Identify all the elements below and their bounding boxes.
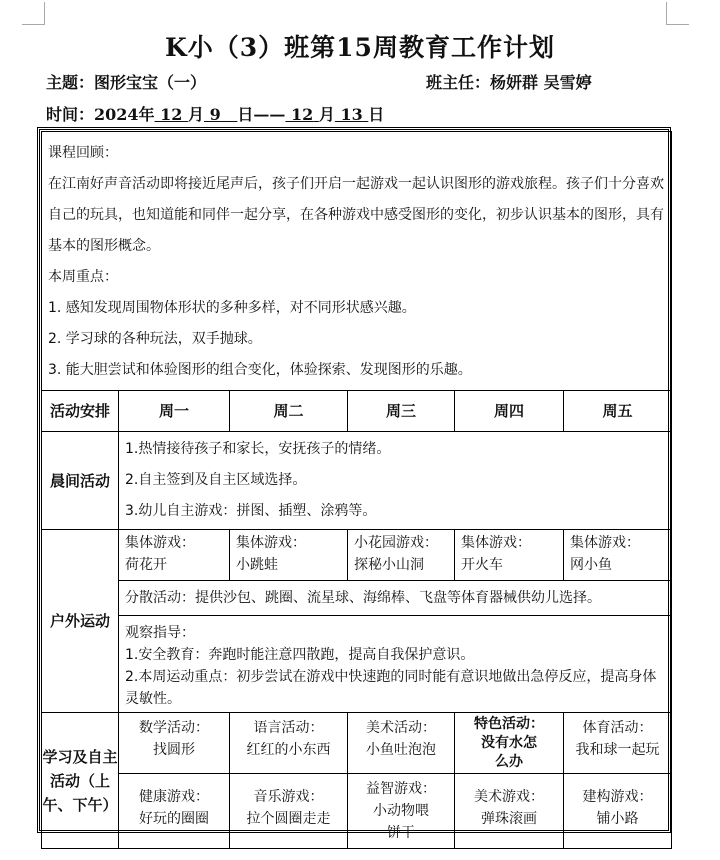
learning-wed: 美术活动： 小鱼吐泡泡 xyxy=(348,713,455,774)
outdoor-game-thu: 集体游戏： 开火车 xyxy=(455,530,564,581)
time-month-unit-2: 月 xyxy=(318,105,335,124)
outdoor-label: 户外运动 xyxy=(42,530,119,713)
review-text: 在江南好声音活动即将接近尾声后，孩子们开启一起游戏一起认识图形的游戏旅程。孩子们十分喜欢自己的玩具，也知道能和同伴一起分享，在各种游戏中感受图形的变化，初步认识基本的图形，具有基本的图形概念。 xyxy=(48,176,664,254)
day-header-thu: 周四 xyxy=(455,391,564,432)
learning-fri: 体育活动： 我和球一起玩 xyxy=(564,713,672,774)
guidance-item: 1.安全教育：奔跑时能注意四散跑，提高自我保护意识。 xyxy=(125,647,475,663)
focus-heading: 本周重点： xyxy=(48,269,118,285)
outdoor-game-tue: 集体游戏： 小跳蛙 xyxy=(230,530,348,581)
learning-mon: 数学活动： 找圆形 xyxy=(119,713,230,774)
time-day-unit-2: 日 xyxy=(368,105,385,124)
day-header-fri: 周五 xyxy=(564,391,672,432)
day-header-wed: 周三 xyxy=(348,391,455,432)
learning2-mon: 健康游戏： 好玩的圈圈 xyxy=(119,774,230,849)
learning2-tue: 音乐游戏： 拉个圆圈走走 xyxy=(230,774,348,849)
outdoor-game-mon: 集体游戏： 荷花开 xyxy=(119,530,230,581)
morning-item: 3.幼儿自主游戏：拼图、插塑、涂鸦等。 xyxy=(125,503,377,519)
learning2-fri: 建构游戏： 铺小路 xyxy=(564,774,672,849)
learning-thu-feature: 特色活动： 没有水怎么办 xyxy=(455,713,564,774)
guidance-item: 2.本周运动重点：初步尝试在游戏中快速跑的同时能有意识地做出急停反应，提高身体灵敏性。 xyxy=(125,669,657,707)
learning2-thu: 美术游戏： 弹珠滚画 xyxy=(455,774,564,849)
page-corner-mark-right xyxy=(666,2,689,25)
day-header-mon: 周一 xyxy=(119,391,230,432)
teacher-label: 班主任：杨妍群 吴雪婷 xyxy=(426,73,592,92)
morning-label: 晨间活动 xyxy=(42,432,119,530)
scattered-activity: 分散活动：提供沙包、跳圈、流星球、海绵棒、飞盘等体育器械供幼儿选择。 xyxy=(119,581,672,616)
time-prefix: 时间：2024年 xyxy=(46,105,155,124)
theme-label: 主题：图形宝宝（一） xyxy=(46,73,207,92)
learning2-wed: 益智游戏： 小动物喂饼干 xyxy=(348,774,455,849)
course-review-cell xyxy=(42,132,672,391)
guidance-heading: 观察指导： xyxy=(125,625,195,641)
plan-table xyxy=(41,131,672,849)
page-title: K小（3）班第15周教育工作计划 xyxy=(165,33,555,62)
morning-item: 1.热情接待孩子和家长，安抚孩子的情绪。 xyxy=(125,441,391,457)
activity-header: 活动安排 xyxy=(42,391,119,432)
learning-label: 学习及自主活动（上午、下午） xyxy=(42,713,119,849)
time-month-unit-1: 月 xyxy=(187,105,204,124)
time-day-unit-1: 日—— xyxy=(237,105,286,124)
outdoor-game-wed: 小花园游戏： 探秘小山洞 xyxy=(348,530,455,581)
review-heading: 课程回顾： xyxy=(48,145,118,161)
morning-cell xyxy=(119,432,672,530)
time-month-end: 12 xyxy=(291,105,314,124)
focus-item: 3. 能大胆尝试和体验图形的组合变化，体验探索、发现图形的乐趣。 xyxy=(48,362,472,378)
time-month-start: 12 xyxy=(160,105,183,124)
time-line xyxy=(46,102,384,125)
day-header-tue: 周二 xyxy=(230,391,348,432)
learning-tue: 语言活动： 红红的小东西 xyxy=(230,713,348,774)
morning-item: 2.自主签到及自主区域选择。 xyxy=(125,472,307,488)
time-day-end: 13 xyxy=(340,105,363,124)
outdoor-game-fri: 集体游戏： 网小鱼 xyxy=(564,530,672,581)
focus-item: 1. 感知发现周围物体形状的多种多样，对不同形状感兴趣。 xyxy=(48,300,416,316)
page-corner-mark-left xyxy=(22,2,45,25)
guidance-cell xyxy=(119,616,672,713)
focus-item: 2. 学习球的各种玩法，双手抛球。 xyxy=(48,331,262,347)
time-day-start: 9 xyxy=(209,105,221,124)
